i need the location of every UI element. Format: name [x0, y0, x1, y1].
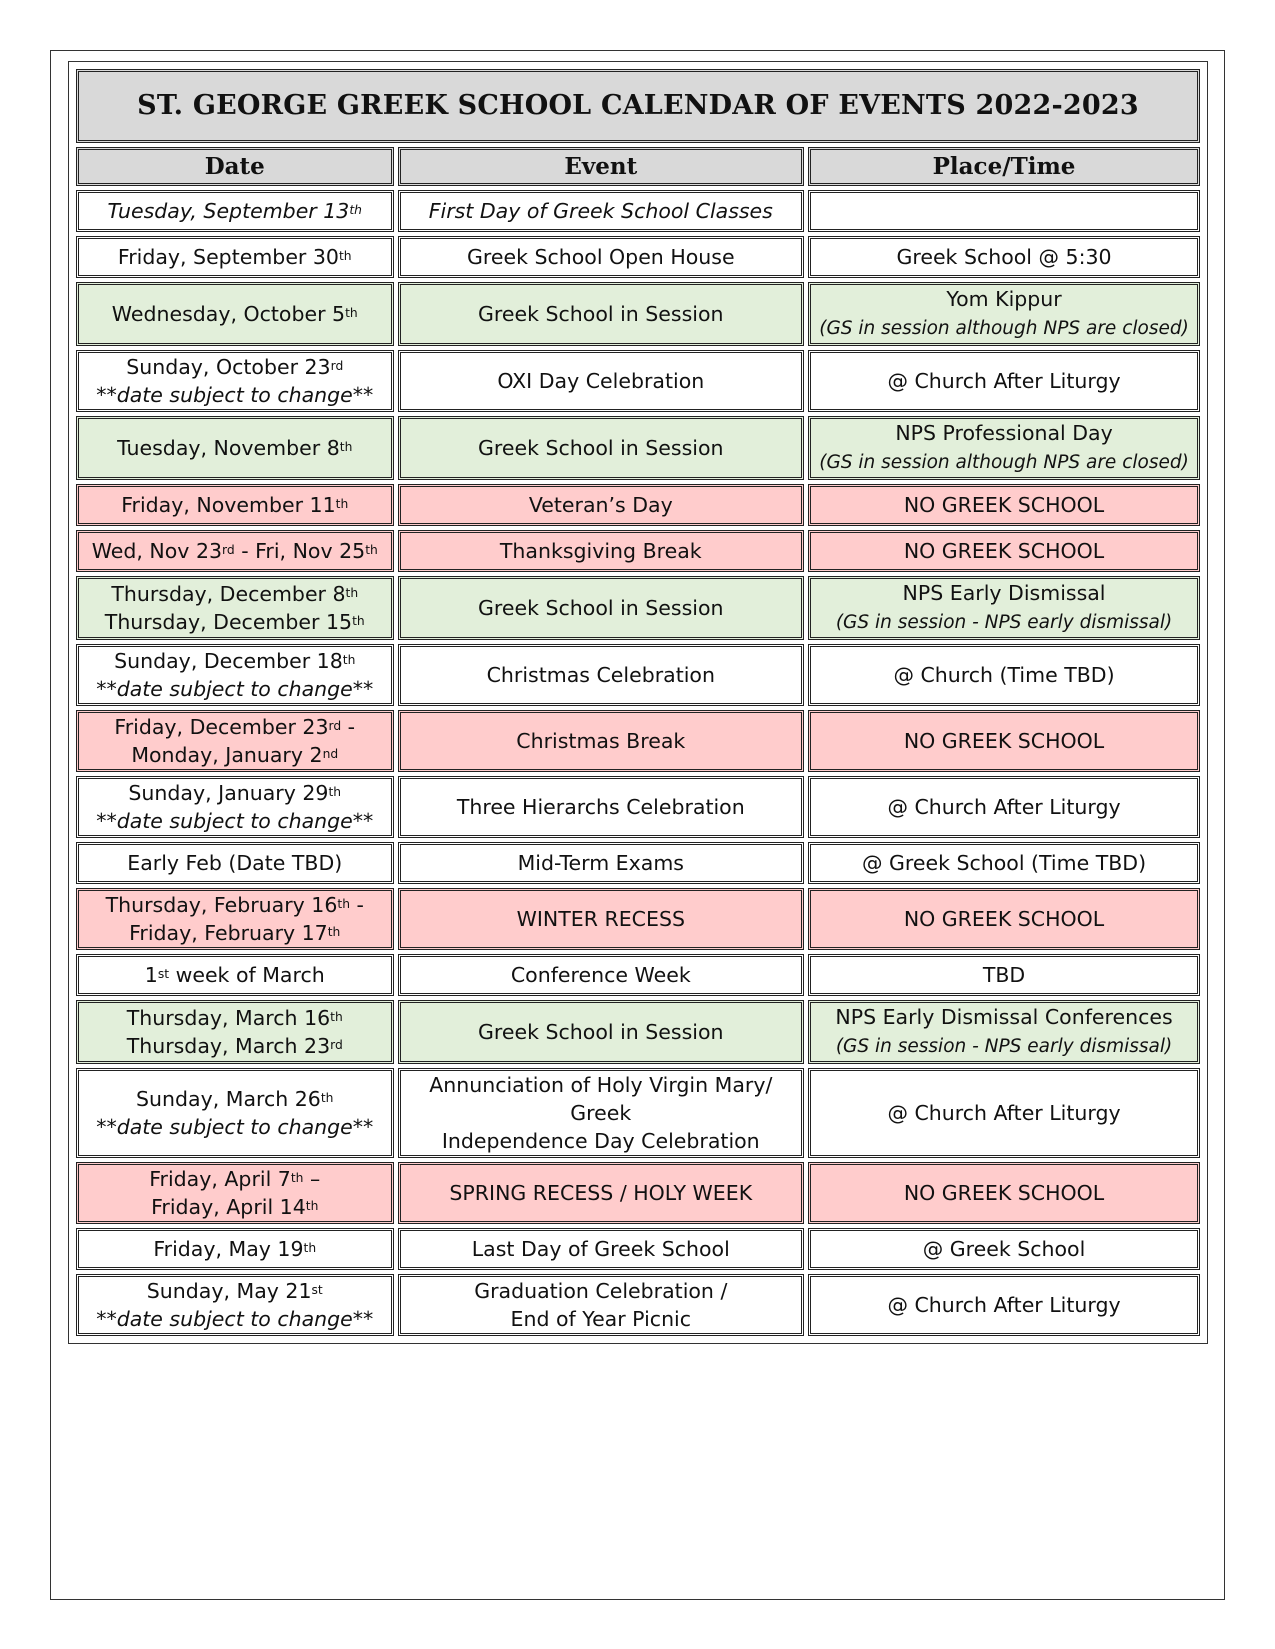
date-text-second: Monday, January 2 — [131, 743, 323, 767]
event-text-second: Independence Day Celebration — [441, 1129, 760, 1153]
date-ordinal: 1 — [144, 963, 158, 987]
event-cell: Greek School in Session — [398, 1000, 805, 1064]
table-row — [76, 416, 1200, 480]
date-cell — [76, 1228, 394, 1270]
date-text: Thursday, March 16 — [126, 1006, 331, 1030]
date-suffix: rd — [330, 1037, 343, 1052]
date-text: Sunday, March 26 — [136, 1087, 321, 1111]
event-cell — [398, 1068, 805, 1158]
date-cell — [76, 576, 394, 640]
date-suffix: th — [320, 1090, 334, 1105]
date-cell — [76, 888, 394, 950]
table-row — [76, 954, 1200, 996]
calendar-table — [72, 65, 1204, 1340]
event-cell: Greek School in Session — [398, 576, 805, 640]
date-cell — [76, 416, 394, 480]
date-suffix: th — [352, 613, 365, 628]
place-text: NPS Early Dismissal — [902, 581, 1106, 605]
event-cell: Last Day of Greek School — [398, 1228, 805, 1270]
date-text: Wednesday, October 5 — [111, 302, 346, 326]
date-cell — [76, 190, 394, 232]
place-cell — [808, 190, 1200, 232]
event-cell: Greek School Open House — [398, 236, 805, 278]
place-cell: @ Church After Liturgy — [808, 1274, 1200, 1336]
date-suffix: th — [335, 496, 349, 511]
event-cell — [398, 1274, 805, 1336]
column-header-place-time: Place/Time — [808, 147, 1200, 186]
date-cell — [76, 350, 394, 412]
date-cell — [76, 236, 394, 278]
date-cell — [76, 1000, 394, 1064]
date-suffix: th — [349, 202, 362, 217]
place-note: (GS in session although NPS are closed) — [819, 318, 1189, 339]
table-row — [76, 1162, 1200, 1224]
place-cell: NO GREEK SCHOOL — [808, 484, 1200, 526]
table-row — [76, 190, 1200, 232]
table-row — [76, 530, 1200, 572]
date-suffix: th — [345, 585, 359, 600]
event-text-second: End of Year Picnic — [510, 1307, 692, 1331]
date-text: Friday, April 7 — [149, 1167, 291, 1191]
date-text: Sunday, May 21 — [146, 1279, 312, 1303]
place-note: (GS in session - NPS early dismissal) — [835, 612, 1173, 633]
event-cell: Christmas Break — [398, 710, 805, 772]
date-note: **date subject to change** — [96, 1307, 374, 1331]
date-text: Wed, Nov 23 — [91, 539, 223, 563]
date-suffix: rd — [328, 718, 342, 733]
table-row — [76, 710, 1200, 772]
table-row — [76, 350, 1200, 412]
date-text: Friday, November 11 — [121, 493, 336, 517]
place-cell: @ Church (Time TBD) — [808, 644, 1200, 706]
table-row — [76, 576, 1200, 640]
table-row — [76, 484, 1200, 526]
place-cell: NO GREEK SCHOOL — [808, 710, 1200, 772]
date-text: Tuesday, September 13 — [107, 199, 350, 223]
date-note: **date subject to change** — [96, 677, 374, 701]
column-header-date: Date — [76, 147, 394, 186]
date-cell — [76, 954, 394, 996]
date-suffix: th — [339, 439, 353, 454]
date-suffix: th — [338, 248, 352, 263]
date-cell: Early Feb (Date TBD) — [76, 842, 394, 884]
event-cell: Christmas Celebration — [398, 644, 805, 706]
date-suffix: th — [305, 1198, 319, 1213]
date-text-second: Friday, April 14 — [151, 1195, 306, 1219]
place-note: (GS in session although NPS are closed) — [819, 452, 1189, 473]
table-row — [76, 236, 1200, 278]
place-cell: @ Greek School — [808, 1228, 1200, 1270]
place-cell: @ Greek School (Time TBD) — [808, 842, 1200, 884]
date-text-second: Thursday, March 23 — [126, 1034, 331, 1058]
page-title: ST. GEORGE GREEK SCHOOL CALENDAR OF EVENTS 2022-2023 — [76, 69, 1200, 143]
date-dash: - — [350, 893, 364, 917]
table-row — [76, 1274, 1200, 1336]
event-cell: Conference Week — [398, 954, 805, 996]
place-cell — [808, 282, 1200, 346]
place-text: Yom Kippur — [946, 287, 1062, 311]
event-cell: Greek School in Session — [398, 282, 805, 346]
event-cell: Mid-Term Exams — [398, 842, 805, 884]
date-cell — [76, 484, 394, 526]
place-cell — [808, 416, 1200, 480]
event-cell: Greek School in Session — [398, 416, 805, 480]
date-text: Sunday, December 18 — [114, 649, 343, 673]
place-cell: @ Church After Liturgy — [808, 350, 1200, 412]
table-row — [76, 1228, 1200, 1270]
event-text: Graduation Celebration / — [474, 1279, 728, 1303]
date-suffix: th — [342, 652, 356, 667]
event-cell: WINTER RECESS — [398, 888, 805, 950]
date-note: **date subject to change** — [96, 809, 374, 833]
date-text-second: Thursday, December 15 — [104, 610, 353, 634]
date-cell — [76, 1162, 394, 1224]
event-cell: Three Hierarchs Celebration — [398, 776, 805, 838]
date-text-end: - Fri, Nov 25 — [234, 539, 366, 563]
place-note: (GS in session - NPS early dismissal) — [835, 1036, 1173, 1057]
place-cell — [808, 576, 1200, 640]
place-cell: NO GREEK SCHOOL — [808, 530, 1200, 572]
place-cell: TBD — [808, 954, 1200, 996]
date-text: Thursday, February 16 — [105, 893, 338, 917]
date-suffix: th — [345, 305, 358, 320]
date-note: **date subject to change** — [96, 383, 374, 407]
date-cell — [76, 282, 394, 346]
event-cell: OXI Day Celebration — [398, 350, 805, 412]
date-suffix: th — [303, 1240, 317, 1255]
place-cell: Greek School @ 5:30 — [808, 236, 1200, 278]
date-suffix: th — [365, 542, 378, 557]
place-cell: @ Church After Liturgy — [808, 776, 1200, 838]
date-cell — [76, 776, 394, 838]
table-row — [76, 644, 1200, 706]
place-cell: @ Church After Liturgy — [808, 1068, 1200, 1158]
place-text: NPS Professional Day — [895, 421, 1113, 445]
date-suffix: st — [157, 966, 170, 981]
date-suffix: th — [328, 784, 342, 799]
place-text: NPS Early Dismissal Conferences — [835, 1005, 1173, 1029]
date-cell — [76, 1068, 394, 1158]
table-row — [76, 1068, 1200, 1158]
event-cell: Veteran’s Day — [398, 484, 805, 526]
table-row — [76, 888, 1200, 950]
date-text: Tuesday, November 8 — [117, 436, 340, 460]
place-cell: NO GREEK SCHOOL — [808, 1162, 1200, 1224]
date-suffix: th — [327, 924, 341, 939]
date-suffix: th — [337, 896, 350, 911]
table-row — [76, 282, 1200, 346]
date-text: week of March — [169, 963, 325, 987]
date-suffix: st — [311, 1282, 323, 1297]
date-text: Sunday, January 29 — [128, 781, 329, 805]
table-row — [76, 1000, 1200, 1064]
date-cell — [76, 644, 394, 706]
event-cell: Thanksgiving Break — [398, 530, 805, 572]
date-text: Thursday, December 8 — [111, 582, 346, 606]
date-text: Friday, May 19 — [153, 1237, 304, 1261]
date-text: Sunday, October 23 — [126, 355, 331, 379]
date-dash: - — [341, 715, 356, 739]
date-suffix: nd — [322, 746, 339, 761]
date-note: **date subject to change** — [96, 1115, 374, 1139]
date-text: Friday, December 23 — [114, 715, 329, 739]
column-header-event: Event — [398, 147, 805, 186]
table-row — [76, 842, 1200, 884]
date-text-second: Friday, February 17 — [129, 921, 328, 945]
table-row — [76, 776, 1200, 838]
date-suffix: rd — [222, 542, 235, 557]
date-cell — [76, 710, 394, 772]
date-text: Friday, September 30 — [117, 245, 339, 269]
event-cell: First Day of Greek School Classes — [398, 190, 805, 232]
place-cell: NO GREEK SCHOOL — [808, 888, 1200, 950]
date-cell — [76, 1274, 394, 1336]
event-text: Annunciation of Holy Virgin Mary/ Greek — [429, 1073, 773, 1125]
date-suffix: th — [330, 1009, 343, 1024]
place-cell — [808, 1000, 1200, 1064]
date-suffix: th — [290, 1170, 304, 1185]
calendar-table-frame — [68, 61, 1208, 1344]
date-dash: – — [303, 1167, 321, 1191]
date-suffix: rd — [330, 358, 344, 373]
event-cell: SPRING RECESS / HOLY WEEK — [398, 1162, 805, 1224]
date-cell — [76, 530, 394, 572]
